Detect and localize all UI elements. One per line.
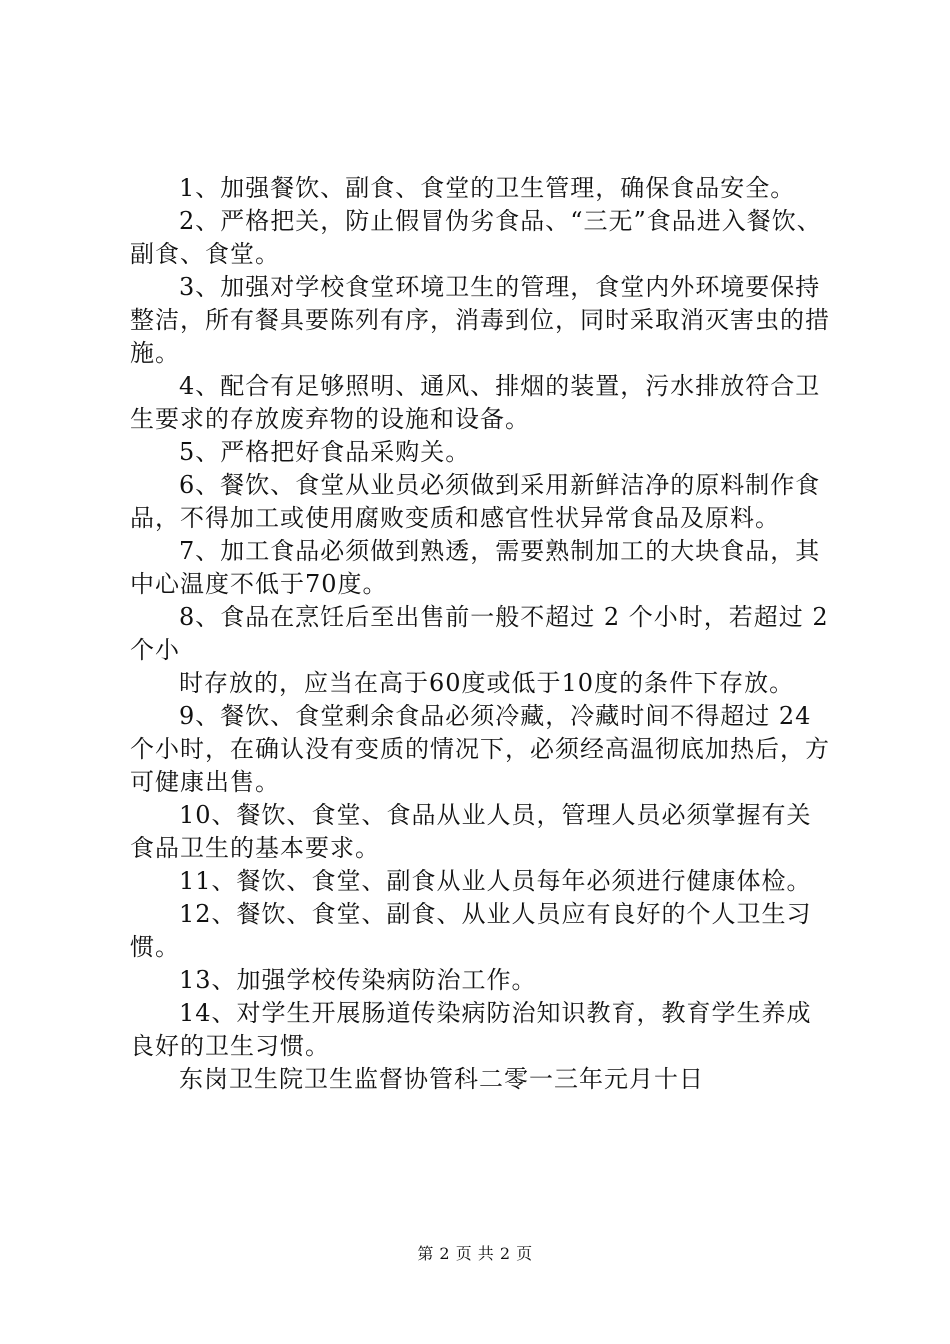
paragraph-14: 14、对学生开展肠道传染病防治知识教育，教育学生养成良好的卫生习惯。 bbox=[130, 999, 812, 1060]
signature-line: 东岗卫生院卫生监督协管科二零一三年元月十日 bbox=[179, 1065, 704, 1093]
paragraph-6: 6、餐饮、食堂从业员必须做到采用新鲜洁净的原料制作食品，不得加工或使用腐败变质和感官性状异常食品及原料。 bbox=[130, 471, 821, 532]
paragraph-11: 11、餐饮、食堂、副食从业人员每年必须进行健康体检。 bbox=[179, 867, 812, 895]
paragraph-4: 4、配合有足够照明、通风、排烟的装置，污水排放符合卫生要求的存放废弃物的设施和设备。 bbox=[130, 372, 821, 433]
paragraph-10: 10、餐饮、食堂、食品从业人员，管理人员必须掌握有关食品卫生的基本要求。 bbox=[130, 801, 812, 862]
page-number-footer: 第 2 页 共 2 页 bbox=[417, 1244, 533, 1263]
paragraph-8: 8、食品在烹饪后至出售前一般不超过 2 个小时，若超过 2 个小 bbox=[130, 603, 829, 664]
paragraph-2: 2、严格把关，防止假冒伪劣食品、“三无”食品进入餐饮、副食、食堂。 bbox=[130, 207, 822, 268]
paragraph-3: 3、加强对学校食堂环境卫生的管理，食堂内外环境要保持整洁，所有餐具要陈列有序，消毒到位，同时采取消灭害虫的措施。 bbox=[130, 273, 830, 367]
paragraph-8-continuation: 时存放的，应当在高于60度或低于10度的条件下存放。 bbox=[179, 669, 795, 697]
paragraph-7: 7、加工食品必须做到熟透，需要熟制加工的大块食品，其中心温度不低于70度。 bbox=[130, 537, 821, 598]
document-body bbox=[130, 172, 830, 1096]
paragraph-13: 13、加强学校传染病防治工作。 bbox=[179, 966, 537, 994]
paragraph-9: 9、餐饮、食堂剩余食品必须冷藏，冷藏时间不得超过 24 个小时，在确认没有变质的情况下，必须经高温彻底加热后，方可健康出售。 bbox=[130, 702, 830, 796]
paragraph-12: 12、餐饮、食堂、副食、从业人员应有良好的个人卫生习惯。 bbox=[130, 900, 812, 961]
paragraph-5: 5、严格把好食品采购关。 bbox=[179, 438, 471, 466]
paragraph-1: 1、加强餐饮、副食、食堂的卫生管理，确保食品安全。 bbox=[179, 174, 796, 202]
